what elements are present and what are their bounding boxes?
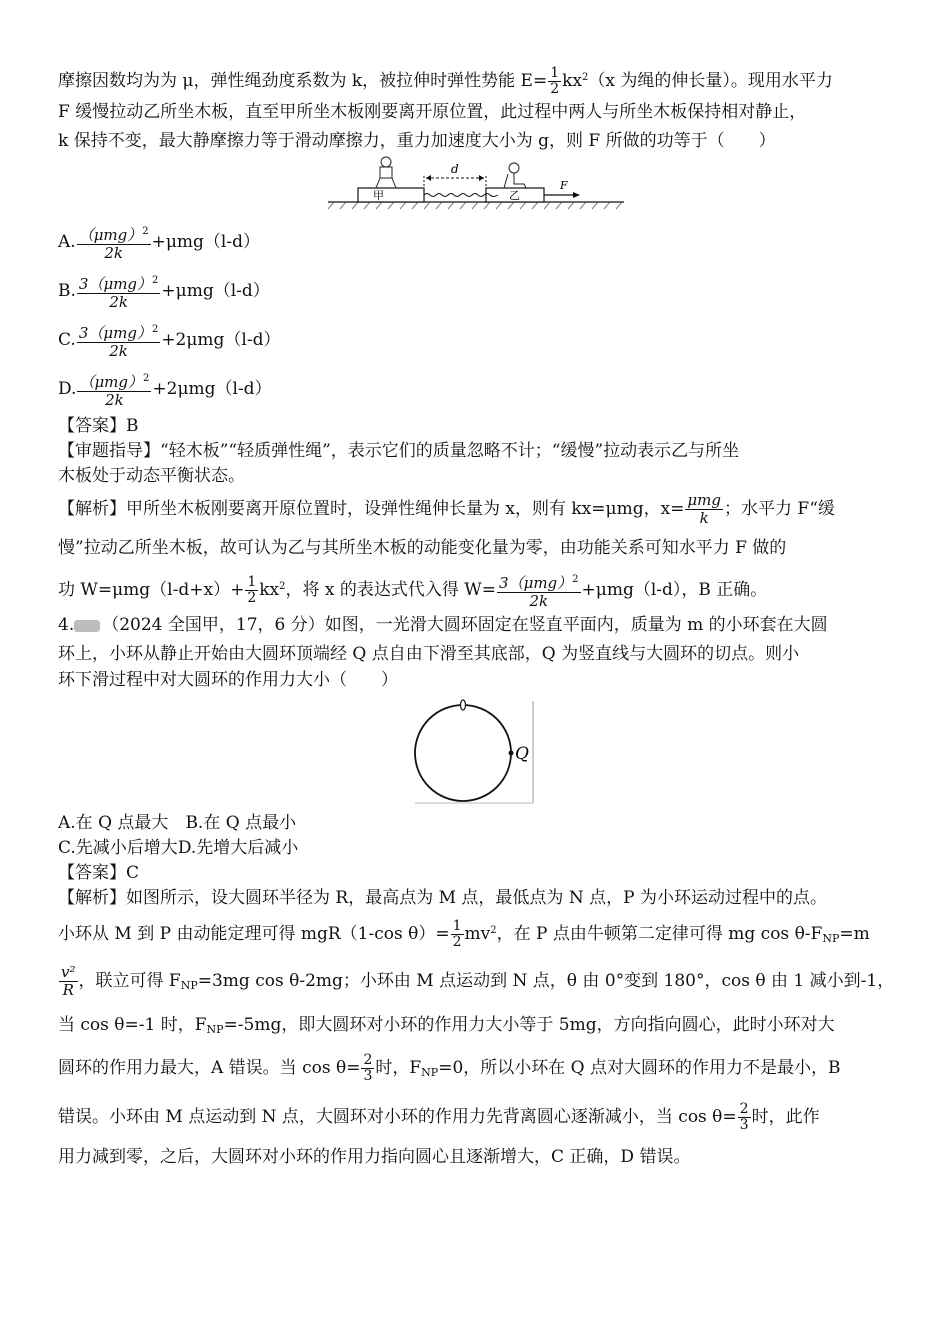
text: 小环从 M 到 P 由动能定理可得 mgR（1-cos θ）= (58, 924, 450, 944)
text: mv (464, 924, 491, 944)
text: 圆环的作用力最大，A 错误。当 cos θ= (58, 1058, 361, 1078)
text: 摩擦因数均为为 μ，弹性绳劲度系数为 k，被拉伸时弹性势能 E= (58, 71, 548, 91)
frac-den: 2 (452, 934, 462, 950)
fraction (548, 66, 561, 97)
superscript: 2 (151, 324, 159, 335)
text: （x 为绳的伸长量）。现用水平力 (588, 71, 833, 91)
question-number: 4. (58, 615, 75, 635)
text: （2024 全国甲，17，6 分）如图，一光滑大圆环固定在竖直平面内，质量为 m 的小环套在大圆 (102, 615, 828, 635)
frac-den: k (699, 509, 709, 527)
label-jia: 甲 (373, 189, 384, 202)
text: 【解析】甲所坐木板刚要离开原位置时，设弹性绳伸长量为 x，则有 kx=μmg，x= (58, 499, 685, 519)
text: =0，所以小环在 Q 点对大圆环的作用力不是最小，B (438, 1058, 841, 1078)
text: ，联立可得 F (78, 971, 181, 991)
text: =3mg cos θ-2mg；小环由 M 点运动到 N 点，θ 由 0°变到 180°，cos θ 由 1 减小到-1， (197, 971, 895, 991)
text: +μmg（l-d），B 正确。 (581, 580, 768, 600)
q3-guide-line-2: 木板处于动态平衡状态。 (58, 466, 245, 486)
text: 时，此作 (751, 1107, 820, 1127)
superscript: 2 (572, 574, 579, 585)
person-jia-icon (376, 157, 396, 188)
q3-stem-line-3: k 保持不变，最大静摩擦力等于滑动摩擦力，重力加速度大小为 g，则 F 所做的功等于（ ） (58, 131, 776, 151)
fraction (497, 571, 581, 610)
frac-num: 1 (550, 65, 560, 81)
superscript: 2 (142, 226, 149, 237)
big-ring (415, 705, 511, 801)
fraction (361, 1053, 374, 1084)
superscript: 2 (582, 72, 589, 83)
label-F: F (560, 179, 568, 192)
text: 功 W=μmg（l-d+x）+ (58, 580, 245, 600)
frac-den: 2k (109, 293, 128, 311)
q3-options (58, 218, 908, 414)
fraction (77, 370, 151, 409)
fraction (245, 575, 258, 606)
q3-figure (328, 156, 628, 214)
frac-num: 3（μmg） (499, 574, 573, 592)
option-a: A.在 Q 点最大 (58, 813, 169, 833)
frac-den: 2k (109, 342, 128, 360)
fraction (77, 321, 161, 360)
option-letter: B. (58, 281, 76, 301)
text: =m (839, 924, 870, 944)
q4-stem-line-2: 环上，小环从静止开始由大圆环顶端经 Q 点自由下滑至其底部，Q 为竖直线与大圆环的切点。则小 (58, 644, 800, 664)
q3-analysis-line-3 (58, 567, 908, 610)
frac-den: 2k (104, 244, 123, 262)
text: ，将 x 的表达式代入得 W= (285, 580, 497, 600)
superscript: 2 (152, 275, 159, 286)
superscript: 2 (279, 581, 286, 592)
text: kx (562, 71, 583, 91)
option-suffix: +2μmg（l-d） (152, 379, 272, 399)
frac-num: 1 (247, 574, 257, 590)
option-letter: C. (58, 330, 76, 350)
q4-analysis-line-4 (58, 1008, 908, 1047)
fraction (685, 492, 723, 527)
text: 当 cos θ=-1 时，F (58, 1015, 207, 1035)
q3-stem-line-1 (58, 62, 908, 97)
text: ，在 P 点由牛顿第二定律可得 mg cos θ-F (496, 924, 823, 944)
q4-stem-line-3: 环下滑过程中对大圆环的作用力大小（ ） (58, 670, 398, 690)
q4-analysis-line-6 (58, 1094, 908, 1140)
option-b (58, 267, 908, 316)
q4-answer: 【答案】C (58, 863, 140, 883)
frac-den: 3 (739, 1117, 749, 1133)
q3-analysis-line-1 (58, 489, 908, 529)
subscript: NP (421, 1066, 439, 1079)
frac-num: 3（μmg） (78, 275, 153, 293)
frac-num: 3（μmg） (78, 324, 152, 342)
option-suffix: +2μmg（l-d） (161, 330, 281, 350)
board-jia (358, 188, 424, 202)
option-suffix: +μmg（l-d） (161, 281, 270, 301)
frac-num: （μmg） (79, 373, 144, 391)
fraction (738, 1102, 751, 1133)
q4-analysis-line-5 (58, 1047, 908, 1094)
frac-num: 2 (739, 1101, 749, 1117)
frac-den: 2 (550, 81, 560, 97)
fraction (77, 272, 161, 311)
frac-num: 2 (363, 1052, 373, 1068)
frac-num: 1 (452, 918, 462, 934)
frac-den: 3 (363, 1068, 373, 1084)
arrow-head-icon (573, 192, 580, 198)
fraction (59, 964, 78, 999)
q4-analysis-line-2 (58, 911, 908, 959)
text: kx (259, 580, 280, 600)
difficulty-badge-icon (74, 620, 100, 632)
superscript: 2 (490, 925, 497, 936)
document-page (58, 62, 908, 1174)
subscript: NP (822, 932, 840, 945)
option-suffix: +μmg（l-d） (151, 232, 260, 252)
label-d: d (451, 162, 459, 176)
fraction (77, 223, 151, 262)
text: 时，F (375, 1058, 422, 1078)
person-yi-icon (504, 163, 526, 188)
option-letter: D. (58, 379, 77, 399)
frac-den: 2k (529, 592, 549, 610)
subscript: NP (206, 1023, 224, 1036)
option-b: B.在 Q 点最小 (185, 813, 297, 833)
subscript: NP (180, 979, 198, 992)
q4-options-line-2 (58, 836, 908, 861)
superscript: 2 (143, 373, 150, 384)
q4-options-line-1 (58, 811, 908, 836)
option-letter: A. (58, 232, 76, 252)
small-ring-icon (461, 700, 466, 710)
q4-analysis-line-7: 用力减到零，之后，大圆环对小环的作用力指向圆心且逐渐增大，C 正确，D 错误。 (58, 1147, 691, 1167)
frac-num: v² (61, 963, 76, 981)
q4-stem-line-1 (58, 610, 908, 641)
option-c: C.先减小后增大 (58, 838, 178, 858)
q3-stem-line-2: F 缓慢拉动乙所坐木板，直至甲所坐木板刚要离开原位置，此过程中两人与所坐木板保持相对静止， (58, 102, 807, 122)
text: 错误。小环由 M 点运动到 N 点，大圆环对小环的作用力先背离圆心逐渐减小，当 cos θ= (58, 1107, 737, 1127)
fraction (451, 919, 464, 950)
q4-analysis-line-3 (58, 959, 908, 1008)
q3-answer: 【答案】B (58, 416, 139, 436)
frac-den: R (62, 981, 74, 999)
frac-den: 2k (105, 391, 124, 409)
text: =-5mg，即大圆环对小环的作用力大小等于 5mg，方向指向圆心，此时小环对大 (223, 1015, 835, 1035)
label-q: Q (515, 744, 529, 764)
q4-analysis-line-1: 【解析】如图所示，设大圆环半径为 R，最高点为 M 点，最低点为 N 点，P 为小环运动过程中的点。 (58, 888, 827, 908)
q3-guide-line-1: 【审题指导】“轻木板”“轻质弹性绳”，表示它们的质量忽略不计；“缓慢”拉动表示乙与所坐 (58, 441, 740, 461)
option-c (58, 316, 908, 365)
q3-analysis-line-2: 慢”拉动乙所坐木板，故可认为乙与其所坐木板的动能变化量为零，由功能关系可知水平力 F 做的 (58, 538, 787, 558)
text: ；水平力 F“缓 (724, 499, 835, 519)
frac-num: μmg (687, 491, 721, 509)
option-a (58, 218, 908, 267)
option-d (58, 365, 908, 414)
option-d: D.先增大后减小 (177, 838, 299, 858)
frac-num: （μmg） (78, 226, 143, 244)
point-q-icon (509, 751, 514, 756)
q4-figure (413, 699, 535, 805)
frac-den: 2 (247, 590, 257, 606)
label-yi: 乙 (509, 189, 520, 202)
